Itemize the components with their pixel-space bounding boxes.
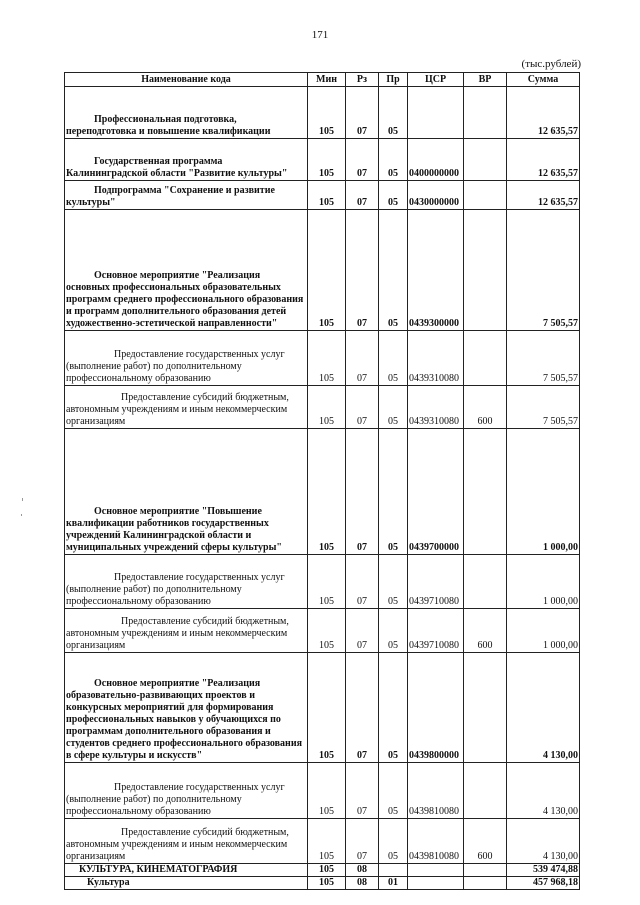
row-csr-cell: 0439310080 [408, 386, 464, 429]
row-pr-cell: 05 [379, 609, 408, 653]
row-rz-cell: 08 [346, 864, 379, 877]
row-sum-cell: 4 130,00 [507, 763, 580, 819]
table-row [65, 653, 580, 763]
column-header-rz: Рз [346, 73, 379, 87]
column-header-sum: Сумма [507, 73, 580, 87]
row-rz-cell: 07 [346, 210, 379, 331]
row-vr-cell [464, 210, 507, 331]
row-csr-cell: 0439310080 [408, 331, 464, 386]
table-header-row [65, 73, 580, 87]
row-csr-cell: 0439710080 [408, 609, 464, 653]
row-min-cell: 105 [308, 763, 346, 819]
page-number: 171 [311, 29, 329, 41]
row-sum-cell: 12 635,57 [507, 87, 580, 139]
table-row [65, 877, 580, 890]
row-min-cell: 105 [308, 210, 346, 331]
row-pr-cell: 05 [379, 331, 408, 386]
row-rz-cell: 07 [346, 181, 379, 210]
row-pr-cell: 01 [379, 877, 408, 890]
row-vr-cell [464, 429, 507, 555]
row-pr-cell: 05 [379, 139, 408, 181]
row-min-cell: 105 [308, 87, 346, 139]
row-sum-cell: 7 505,57 [507, 386, 580, 429]
column-header-csr: ЦСР [408, 73, 464, 87]
row-vr-cell [464, 331, 507, 386]
row-name-cell: Государственная программа Калининградской области "Развитие культуры" [65, 139, 308, 181]
row-csr-cell [408, 877, 464, 890]
row-sum-cell: 1 000,00 [507, 429, 580, 555]
row-name-cell: Профессиональная подготовка, переподготовка и повышение квалификации [65, 87, 308, 139]
table-row [65, 609, 580, 653]
row-sum-cell: 539 474,88 [507, 864, 580, 877]
row-pr-cell: 05 [379, 763, 408, 819]
row-rz-cell: 07 [346, 386, 379, 429]
row-pr-cell: 05 [379, 429, 408, 555]
row-name-cell: Предоставление государственных услуг (выполнение работ) по дополнительному профессиональному образованию [65, 331, 308, 386]
row-rz-cell: 07 [346, 653, 379, 763]
row-name-cell: Основное мероприятие "Реализация основных профессиональных образовательных программ среднего профессионального образования и программ дополнительного образования детей художественно-эстетической направленности" [65, 210, 308, 331]
row-csr-cell: 0439810080 [408, 819, 464, 864]
row-vr-cell [464, 555, 507, 609]
table-row [65, 386, 580, 429]
row-csr-cell: 0439810080 [408, 763, 464, 819]
row-name-cell: Предоставление субсидий бюджетным, автономным учреждениям и иным некоммерческим организациям [65, 386, 308, 429]
row-vr-cell [464, 763, 507, 819]
row-name-cell: Подпрограмма "Сохранение и развитие культуры" [65, 181, 308, 210]
table-row [65, 87, 580, 139]
row-min-cell: 105 [308, 139, 346, 181]
row-rz-cell: 07 [346, 139, 379, 181]
row-min-cell: 105 [308, 653, 346, 763]
table-row [65, 181, 580, 210]
row-min-cell: 105 [308, 555, 346, 609]
row-vr-cell [464, 877, 507, 890]
row-csr-cell: 0439700000 [408, 429, 464, 555]
row-sum-cell: 457 968,18 [507, 877, 580, 890]
row-vr-cell [464, 653, 507, 763]
row-name-cell: Культура [65, 877, 308, 890]
row-pr-cell: 05 [379, 210, 408, 331]
row-min-cell: 105 [308, 429, 346, 555]
row-sum-cell: 4 130,00 [507, 819, 580, 864]
row-pr-cell: 05 [379, 555, 408, 609]
row-name-cell: Предоставление субсидий бюджетным, автономным учреждениям и иным некоммерческим организациям [65, 609, 308, 653]
column-header-min: Мин [308, 73, 346, 87]
table-body [65, 87, 580, 890]
row-name-cell: КУЛЬТУРА, КИНЕМАТОГРАФИЯ [65, 864, 308, 877]
row-pr-cell: 05 [379, 819, 408, 864]
row-csr-cell: 0439300000 [408, 210, 464, 331]
row-name-cell: Основное мероприятие "Повышение квалификации работников государственных учреждений Калининградской области и муниципальных учреждений сферы культуры" [65, 429, 308, 555]
row-rz-cell: 07 [346, 609, 379, 653]
row-vr-cell [464, 87, 507, 139]
table-row [65, 864, 580, 877]
row-sum-cell: 4 130,00 [507, 653, 580, 763]
table-row [65, 139, 580, 181]
row-name-cell: Предоставление государственных услуг (выполнение работ) по дополнительному профессиональному образованию [65, 763, 308, 819]
column-header-pr: Пр [379, 73, 408, 87]
budget-table [64, 72, 580, 890]
row-rz-cell: 08 [346, 877, 379, 890]
row-min-cell: 105 [308, 386, 346, 429]
row-pr-cell [379, 864, 408, 877]
row-min-cell: 105 [308, 877, 346, 890]
row-rz-cell: 07 [346, 763, 379, 819]
scan-mark [22, 498, 23, 501]
row-pr-cell: 05 [379, 386, 408, 429]
row-vr-cell: 600 [464, 386, 507, 429]
row-sum-cell: 7 505,57 [507, 210, 580, 331]
scan-mark [21, 514, 22, 516]
row-csr-cell: 0439710080 [408, 555, 464, 609]
row-sum-cell: 7 505,57 [507, 331, 580, 386]
row-vr-cell [464, 864, 507, 877]
table-row [65, 555, 580, 609]
row-csr-cell: 0439800000 [408, 653, 464, 763]
row-pr-cell: 05 [379, 181, 408, 210]
row-sum-cell: 12 635,57 [507, 181, 580, 210]
row-name-cell: Основное мероприятие "Реализация образовательно-развивающих проектов и конкурсных мероприятий для формирования профессиональных навыков у обучающихся по программам дополнительного образования и студентов среднего профессионального образования в сфере культуры и искусств" [65, 653, 308, 763]
row-min-cell: 105 [308, 864, 346, 877]
row-min-cell: 105 [308, 181, 346, 210]
table-row [65, 210, 580, 331]
row-csr-cell: 0430000000 [408, 181, 464, 210]
row-csr-cell: 0400000000 [408, 139, 464, 181]
row-rz-cell: 07 [346, 429, 379, 555]
row-vr-cell [464, 181, 507, 210]
units-label: (тыс.рублей) [521, 58, 581, 70]
row-vr-cell [464, 139, 507, 181]
row-name-cell: Предоставление субсидий бюджетным, автономным учреждениям и иным некоммерческим организациям [65, 819, 308, 864]
row-name-cell: Предоставление государственных услуг (выполнение работ) по дополнительному профессиональному образованию [65, 555, 308, 609]
row-min-cell: 105 [308, 609, 346, 653]
row-pr-cell: 05 [379, 653, 408, 763]
column-header-name: Наименование кода [65, 73, 308, 87]
row-sum-cell: 1 000,00 [507, 555, 580, 609]
row-min-cell: 105 [308, 331, 346, 386]
row-rz-cell: 07 [346, 331, 379, 386]
row-rz-cell: 07 [346, 819, 379, 864]
row-vr-cell: 600 [464, 609, 507, 653]
row-csr-cell [408, 864, 464, 877]
table-row [65, 819, 580, 864]
column-header-vr: ВР [464, 73, 507, 87]
row-sum-cell: 12 635,57 [507, 139, 580, 181]
table-row [65, 763, 580, 819]
row-min-cell: 105 [308, 819, 346, 864]
row-pr-cell: 05 [379, 87, 408, 139]
table-row [65, 331, 580, 386]
row-sum-cell: 1 000,00 [507, 609, 580, 653]
row-rz-cell: 07 [346, 555, 379, 609]
table-row [65, 429, 580, 555]
row-rz-cell: 07 [346, 87, 379, 139]
row-vr-cell: 600 [464, 819, 507, 864]
row-csr-cell [408, 87, 464, 139]
